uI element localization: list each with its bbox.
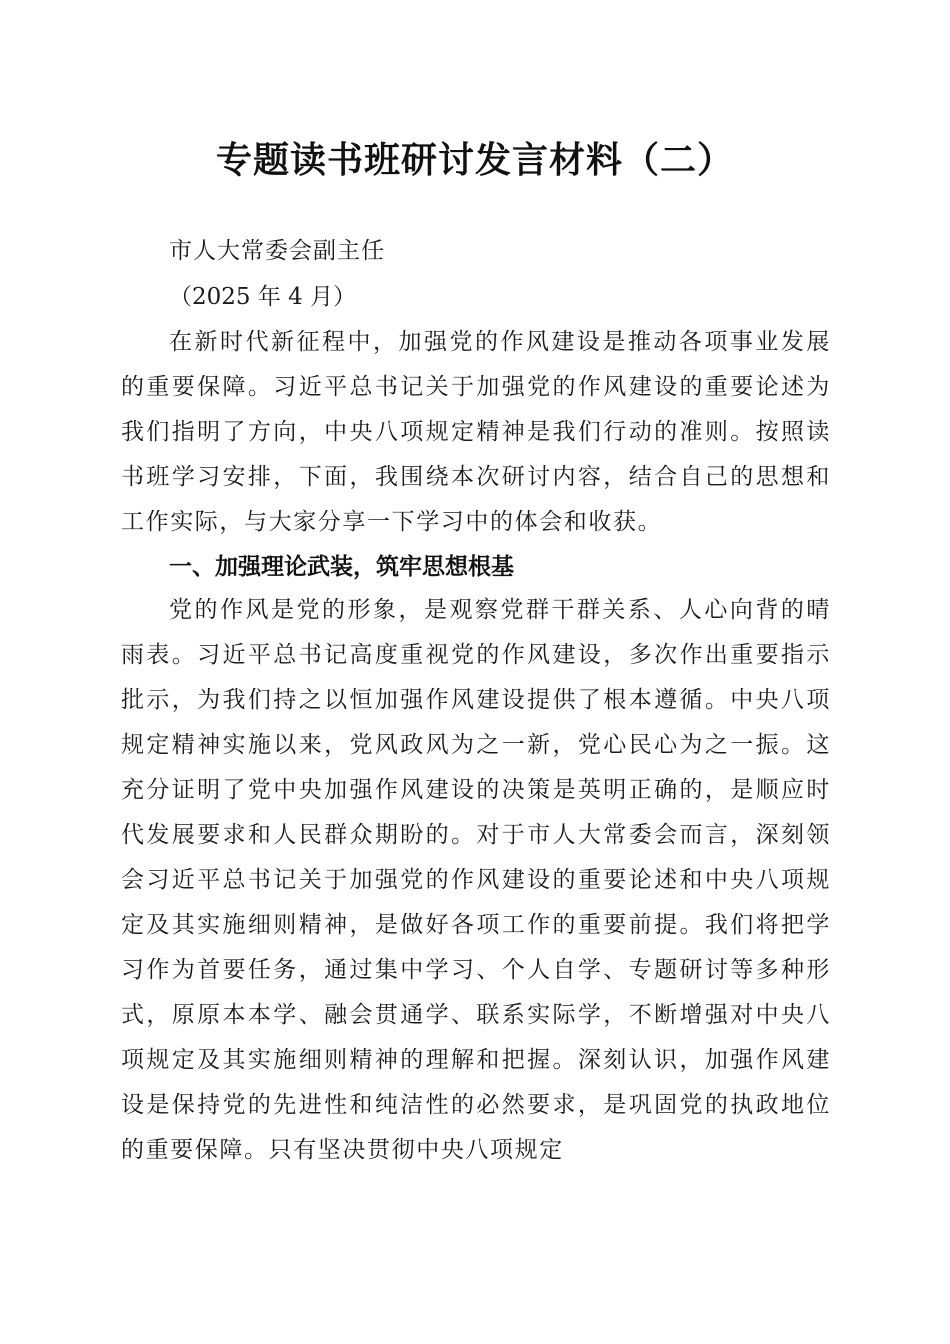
intro-paragraph: 在新时代新征程中，加强党的作风建设是推动各项事业发展的重要保障。习近平总书记关于加强党的作风建设的重要论述为我们指明了方向，中央八项规定精神是我们行动的准则。按照读书班学习安排，下面，我围绕本次研讨内容，结合自己的思想和工作实际，与大家分享一下学习中的体会和收获。 bbox=[121, 329, 831, 535]
date-line: （2025 年 4 月） bbox=[169, 284, 357, 310]
section-heading-1: 一、加强理论武装，筑牢思想根基 bbox=[169, 554, 514, 580]
document-title: 专题读书班研讨发言材料（二） bbox=[215, 139, 734, 181]
section-1-paragraph: 党的作风是党的形象，是观察党群干群关系、人心向背的晴雨表。习近平总书记高度重视党的作风建设，多次作出重要指示批示，为我们持之以恒加强作风建设提供了根本遵循。中央八项规定精神实施以来，党风政风为之一新，党心民心为之一振。这充分证明了党中央加强作风建设的决策是英明正确的，是顺应时代发展要求和人民群众期盼的。对于市人大常委会而言，深刻领会习近平总书记关于加强党的作风建设的重要论述和中央八项规定及其实施细则精神，是做好各项工作的重要前提。我们将把学习作为首要任务，通过集中学习、个人自学、专题研讨等多种形式，原原本本学、融会贯通学、联系实际学，不断增强对中央八项规定及其实施细则精神的理解和把握。深刻认识，加强作风建设是保持党的先进性和纯洁性的必然要求，是巩固党的执政地位的重要保障。只有坚决贯彻中央八项规定 bbox=[121, 597, 831, 1163]
speaker-line: 市人大常委会副主任 bbox=[169, 238, 385, 264]
